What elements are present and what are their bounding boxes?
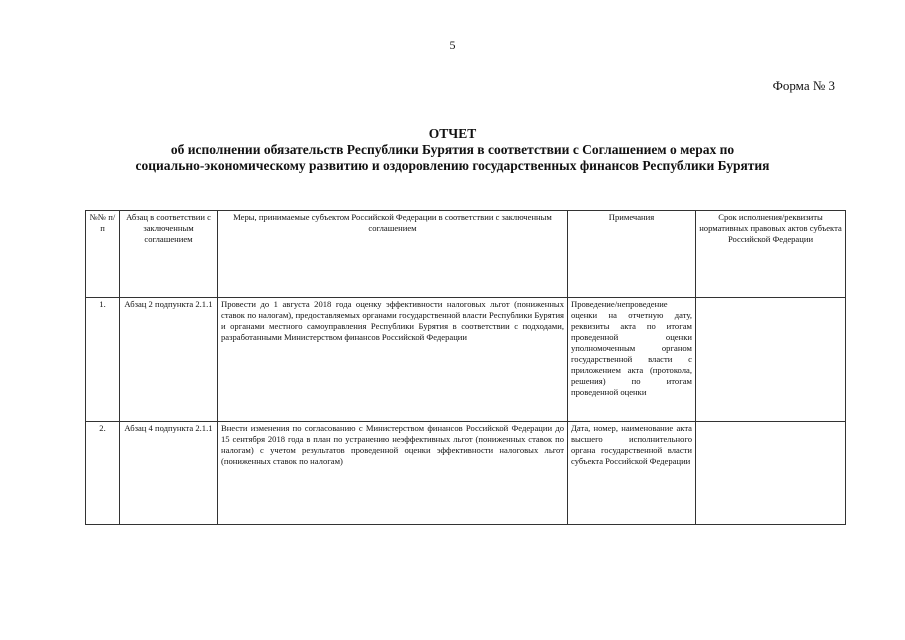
cell-deadline	[696, 422, 846, 525]
cell-note: Проведение/непроведение оценки на отчетную дату, реквизиты акта по итогам проведенной оценки уполномоченным органом государственной власти с приложением акта (протокола, решения) по итогам проведенной оценки	[568, 298, 696, 422]
header-cell-measures: Меры, принимаемые субъектом Российской Федерации в соответствии с заключенным соглашением	[218, 211, 568, 298]
cell-number: 2.	[86, 422, 120, 525]
table-header-row	[86, 211, 846, 298]
cell-number: 1.	[86, 298, 120, 422]
report-title-line-2: об исполнении обязательств Республики Бурятия в соответствии с Соглашением о мерах по	[170, 142, 735, 157]
report-table	[85, 210, 846, 525]
cell-measure: Внести изменения по согласованию с Министерством финансов Российской Федерации до 15 сентября 2018 года в план по устранению неэффективных льгот (пониженных ставок по налогам) с учетом результатов проведенной оценки эффективности налоговых льгот (пониженных ставок по налогам)	[218, 422, 568, 525]
cell-deadline	[696, 298, 846, 422]
table-row	[86, 422, 846, 525]
cell-measure: Провести до 1 августа 2018 года оценку эффективности налоговых льгот (пониженных ставок по налогам), предоставляемых органами государственной власти Республики Бурятия и органами местного самоуправления Республики Бурятия в соответствии с подходами, разработанными Министерством финансов Российской Федерации	[218, 298, 568, 422]
report-title-line-3: социально-экономическому развитию и оздоровлению государственных финансов Республики Бурятия	[135, 158, 770, 173]
report-title	[0, 126, 905, 174]
cell-paragraph: Абзац 4 подпункта 2.1.1	[120, 422, 218, 525]
header-cell-notes: Примечания	[568, 211, 696, 298]
header-cell-deadline: Срок исполнения/реквизиты нормативных правовых актов субъекта Российской Федерации	[696, 211, 846, 298]
header-cell-number: №№ п/п	[86, 211, 120, 298]
header-cell-paragraph: Абзац в соответствии с заключенным соглашением	[120, 211, 218, 298]
cell-note: Дата, номер, наименование акта высшего исполнительного органа государственной власти субъекта Российской Федерации	[568, 422, 696, 525]
report-title-line-1: ОТЧЕТ	[428, 126, 477, 141]
form-label: Форма № 3	[772, 78, 835, 93]
page-number: 5	[449, 38, 456, 52]
table-row	[86, 298, 846, 422]
cell-paragraph: Абзац 2 подпункта 2.1.1	[120, 298, 218, 422]
